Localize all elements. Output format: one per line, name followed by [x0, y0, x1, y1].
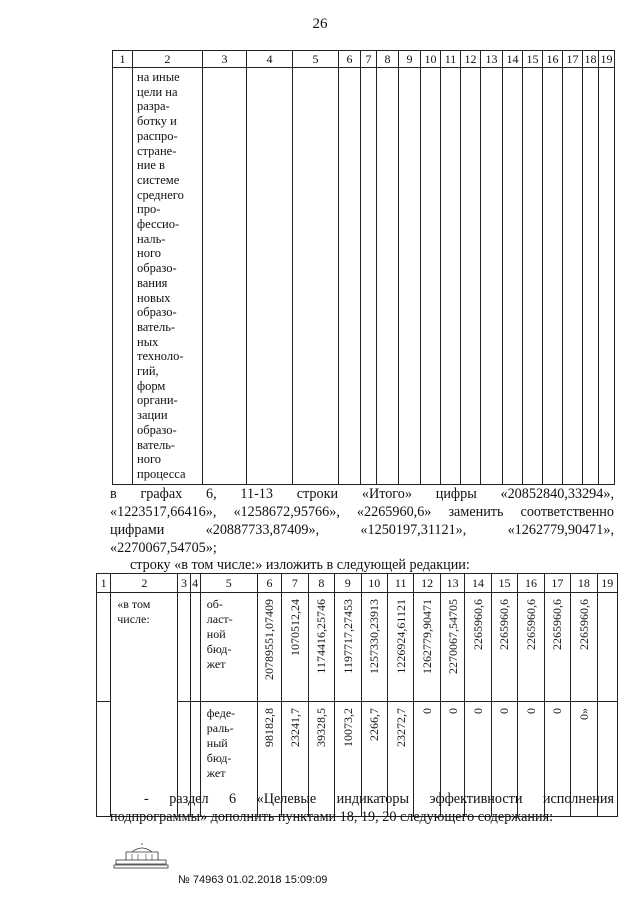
value-cell — [361, 593, 387, 702]
header-cell: 11 — [387, 574, 413, 593]
value-text: 23272,7 — [393, 708, 408, 747]
description-line: стране- — [137, 143, 177, 158]
value-text: 1197717,27453 — [340, 599, 355, 674]
value-text: 98182,8 — [262, 708, 277, 747]
description-line: техноло- — [137, 349, 184, 364]
description-line: ватель- — [137, 319, 176, 334]
description-line: ботку и — [137, 114, 177, 129]
header-cell: 12 — [414, 574, 440, 593]
value-text: 1226924,61121 — [393, 599, 408, 674]
value-cell — [282, 593, 308, 702]
header-cell: 16 — [518, 574, 544, 593]
header-cell: 11 — [441, 51, 461, 68]
header-cell: 10 — [421, 51, 441, 68]
header-cell: 2 — [111, 574, 178, 593]
description-line: ного — [137, 452, 162, 467]
label-line: об- — [206, 597, 223, 611]
header-cell: 3 — [203, 51, 247, 68]
label-line: жет — [206, 766, 226, 780]
description-line: ние в — [137, 158, 165, 173]
description-line: на иные — [137, 70, 180, 84]
empty-cell — [203, 68, 247, 485]
value-text: 2265960,6 — [523, 599, 538, 650]
value-text: 0 — [471, 708, 486, 714]
empty-cell — [441, 68, 461, 485]
empty-cell — [421, 68, 441, 485]
empty-cell — [190, 593, 200, 702]
description-line: зации — [137, 408, 168, 423]
header-cell: 8 — [377, 51, 399, 68]
description-cell — [111, 593, 178, 817]
label-line: ласт- — [206, 612, 233, 626]
header-cell: 15 — [491, 574, 517, 593]
empty-cell — [97, 593, 111, 702]
label-line: ной — [206, 627, 226, 641]
label-line: ный — [206, 736, 228, 750]
paragraph-line: «2270067,54705»; — [110, 540, 217, 556]
empty-cell — [339, 68, 361, 485]
empty-cell — [113, 68, 133, 485]
paragraph-line: строку «в том числе:» изложить в следующей редакции: — [130, 557, 470, 573]
description-line: форм — [137, 378, 166, 393]
description-cell — [133, 68, 203, 485]
header-cell: 3 — [178, 574, 190, 593]
empty-cell — [247, 68, 293, 485]
empty-cell — [481, 68, 503, 485]
value-cell — [335, 593, 361, 702]
table-row — [113, 68, 615, 485]
value-text: 39328,5 — [314, 708, 329, 747]
description-line: системе — [137, 172, 180, 187]
header-cell: 18 — [584, 52, 597, 66]
value-text: 0» — [576, 708, 591, 720]
table-header-row — [113, 51, 615, 68]
header-cell: 6 — [257, 574, 281, 593]
empty-cell — [503, 68, 523, 485]
document-registration-footer: № 74963 01.02.2018 15:09:09 — [178, 874, 328, 886]
value-text: 2265960,6 — [471, 599, 486, 650]
value-text: 0 — [445, 708, 460, 714]
table-row — [97, 593, 618, 702]
label-line: раль- — [206, 721, 234, 735]
header-cell: 15 — [523, 51, 543, 68]
value-cell — [257, 593, 281, 702]
header-cell: 17 — [544, 574, 570, 593]
header-cell: 4 — [247, 51, 293, 68]
paragraph-line: «1223517,66416», «1258672,95766», «2265960,6» заменить соответственно — [110, 504, 614, 520]
header-cell: 1 — [113, 51, 133, 68]
header-cell: 19 — [597, 574, 617, 593]
header-cell: 17 — [563, 51, 583, 68]
header-cell: 9 — [335, 574, 361, 593]
header-cell: 7 — [361, 51, 377, 68]
description-line: ного — [137, 246, 162, 261]
header-cell: 13 — [481, 51, 503, 68]
header-cell: 14 — [503, 51, 523, 68]
header-cell: 9 — [399, 51, 421, 68]
header-cell: 6 — [339, 51, 361, 68]
value-text: 0 — [420, 708, 435, 714]
value-text: 1262779,90471 — [420, 599, 435, 674]
value-text: 23241,7 — [287, 708, 302, 747]
empty-cell — [597, 593, 617, 702]
page-number: 26 — [312, 16, 328, 32]
header-cell: 2 — [133, 51, 203, 68]
empty-cell — [178, 593, 190, 702]
header-cell: 19 — [600, 52, 613, 66]
value-cell — [544, 593, 570, 702]
value-cell — [387, 593, 413, 702]
empty-cell — [399, 68, 421, 485]
label-line: феде- — [206, 706, 236, 720]
value-text: 0 — [550, 708, 565, 714]
value-cell — [465, 593, 491, 702]
paragraph-line: в графах 6, 11-13 строки «Итого» цифры «20852840,33294», — [110, 486, 614, 502]
header-cell: 7 — [282, 574, 308, 593]
value-cell — [308, 593, 334, 702]
label-line: числе: — [117, 612, 150, 626]
empty-cell — [293, 68, 339, 485]
description-line: цели на — [137, 84, 178, 99]
empty-cell — [523, 68, 543, 485]
value-text: 1174416,25746 — [314, 599, 329, 674]
header-cell: 5 — [293, 51, 339, 68]
value-text: 20789551,07409 — [262, 599, 277, 680]
header-cell: 12 — [461, 51, 481, 68]
description-line: среднего — [137, 187, 184, 202]
header-cell: 18 — [571, 574, 597, 593]
empty-cell — [97, 702, 111, 817]
empty-cell — [377, 68, 399, 485]
value-text: 0 — [497, 708, 512, 714]
value-cell — [518, 593, 544, 702]
value-text: 0 — [523, 708, 538, 714]
paragraph-line: - раздел 6 «Целевые индикаторы эффективности исполнения — [144, 791, 614, 807]
header-cell: 1 — [97, 574, 111, 593]
label-line: жет — [206, 657, 226, 671]
description-line: наль- — [137, 231, 166, 246]
value-text: 1070512,24 — [287, 599, 302, 656]
value-text: 2265960,6 — [497, 599, 512, 650]
description-line: разра- — [137, 99, 170, 114]
empty-cell — [563, 68, 583, 485]
label-line: бюд- — [206, 751, 232, 765]
description-line: про- — [137, 202, 161, 217]
empty-cell — [599, 68, 615, 485]
header-cell: 13 — [440, 574, 464, 593]
registry-stamp-icon — [112, 842, 172, 872]
value-text: 2266,7 — [367, 708, 382, 741]
paragraph-line: цифрами «20887733,87409», «1250197,31121», «1262779,90471», — [110, 522, 614, 538]
description-line: фессио- — [137, 217, 180, 232]
empty-cell — [361, 68, 377, 485]
label-line: «в том — [117, 597, 151, 611]
description-line: образо- — [137, 422, 177, 437]
header-cell: 16 — [543, 51, 563, 68]
label-line: бюд- — [206, 642, 232, 656]
value-cell — [440, 593, 464, 702]
header-cell: 4 — [190, 574, 200, 593]
header-cell: 8 — [308, 574, 334, 593]
description-line: гий, — [137, 364, 159, 379]
empty-cell — [543, 68, 563, 485]
empty-cell — [583, 68, 599, 485]
empty-cell — [461, 68, 481, 485]
description-line: образо- — [137, 261, 177, 276]
value-text: 1257330,23913 — [367, 599, 382, 674]
value-text: 10073,2 — [340, 708, 355, 747]
description-line: ных — [137, 334, 159, 349]
value-cell — [414, 593, 440, 702]
description-line: образо- — [137, 305, 177, 320]
header-cell: 5 — [200, 574, 257, 593]
description-line: ватель- — [137, 437, 176, 452]
value-text: 2265960,6 — [576, 599, 591, 650]
description-line: органи- — [137, 393, 178, 408]
value-text: 2265960,6 — [550, 599, 565, 650]
description-line: распро- — [137, 128, 178, 143]
table-in-that-number — [96, 573, 618, 817]
table-header-row — [97, 574, 618, 593]
table-continuation — [112, 50, 615, 485]
value-text: 2270067,54705 — [445, 599, 460, 674]
value-cell — [491, 593, 517, 702]
value-cell — [571, 593, 597, 702]
paragraph-line: подпрограммы» дополнить пунктами 18, 19, 20 следующего содержания: — [110, 809, 554, 825]
description-line: процесса — [137, 466, 186, 481]
header-cell: 10 — [361, 574, 387, 593]
description-line: вания — [137, 275, 168, 290]
description-line: новых — [137, 290, 171, 305]
header-cell: 14 — [465, 574, 491, 593]
budget-label-cell — [200, 593, 257, 702]
